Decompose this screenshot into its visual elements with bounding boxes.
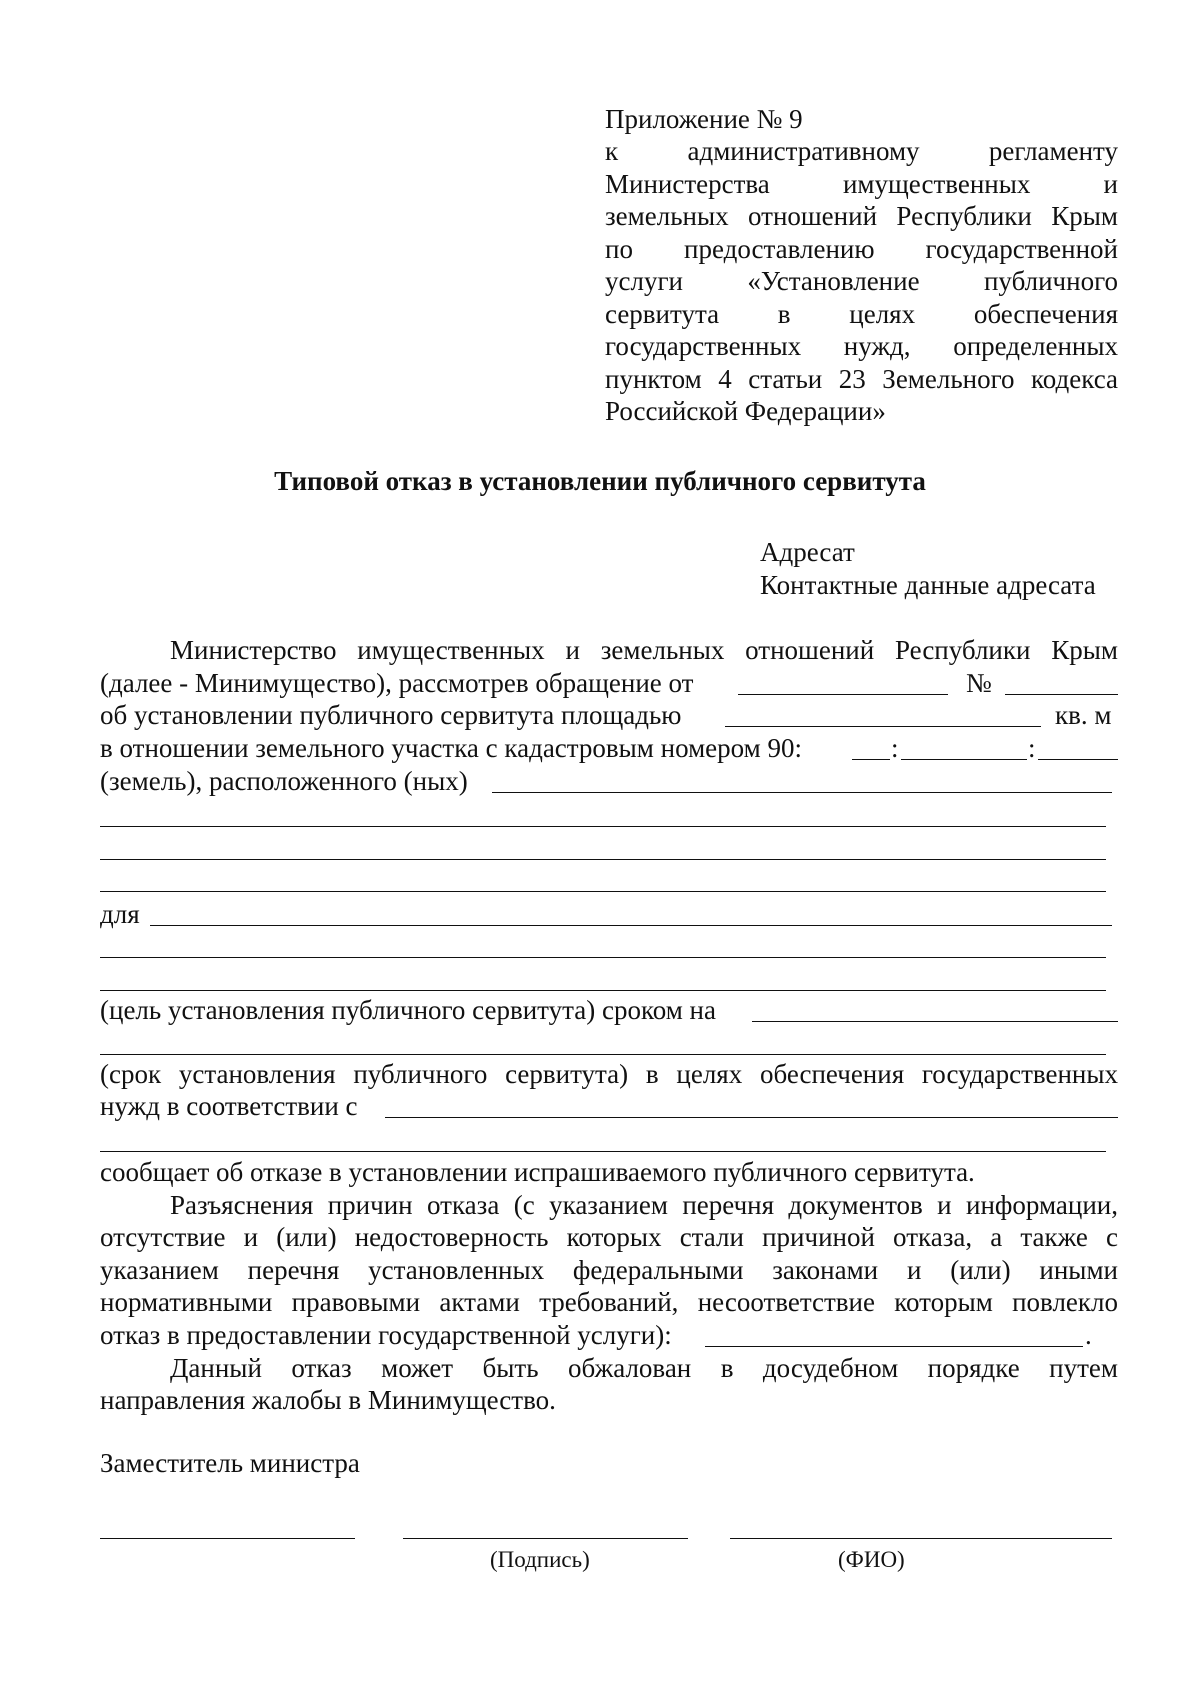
- number-field-line: [1005, 694, 1118, 695]
- for-label: для: [100, 899, 140, 929]
- accordance-label: нужд в соответствии с: [100, 1091, 358, 1121]
- document-heading: Типовой отказ в установлении публичного сервитута: [274, 466, 926, 496]
- accordance-field-line: [385, 1117, 1118, 1118]
- name-label: (ФИО): [838, 1547, 905, 1572]
- reasons-line: отказ в предоставлении государственной услуги):: [100, 1320, 672, 1350]
- blank-line: [100, 957, 1106, 958]
- appendix-line: услуги «Установление публичного: [605, 266, 1118, 296]
- body-line: в отношении земельного участка с кадастровым номером 90:: [100, 733, 802, 763]
- cadastral-colon: :: [891, 733, 899, 763]
- blank-line: [100, 891, 1106, 892]
- appendix-title: Приложение № 9: [605, 104, 803, 134]
- body-line: (земель), расположенного (ных): [100, 766, 468, 796]
- reasons-field-line: [705, 1346, 1083, 1347]
- area-unit: кв. м: [1055, 700, 1112, 730]
- body-line: Министерство имущественных и земельных отношений Республики Крым: [170, 635, 1118, 665]
- body-line: (далее - Минимущество), рассмотрев обращение от: [100, 668, 694, 698]
- reasons-line: указанием перечня установленных федеральными законами и (или) иными: [100, 1255, 1118, 1285]
- term-caption: (срок установления публичного сервитута) в целях обеспечения государственных: [100, 1059, 1118, 1089]
- date-field-line: [738, 694, 948, 695]
- appendix-line: к административному регламенту: [605, 136, 1118, 166]
- appeal-line: Данный отказ может быть обжалован в досудебном порядке путем: [170, 1353, 1118, 1383]
- signature-line: [403, 1538, 688, 1539]
- blank-line: [100, 1151, 1106, 1152]
- appendix-line: пунктом 4 статьи 23 Земельного кодекса: [605, 364, 1118, 394]
- body-line: об установлении публичного сервитута площадью: [100, 700, 682, 730]
- appendix-line: по предоставлению государственной: [605, 234, 1118, 264]
- reasons-line: Разъяснения причин отказа (с указанием перечня документов и информации,: [170, 1190, 1118, 1220]
- reasons-end: .: [1085, 1320, 1092, 1350]
- term-field-line: [752, 1021, 1118, 1022]
- purpose-field-line: [150, 925, 1112, 926]
- sign-label: (Подпись): [490, 1547, 590, 1572]
- cadastral-field-line: [852, 759, 890, 760]
- blank-line: [100, 1054, 1106, 1055]
- number-sign: №: [966, 668, 992, 698]
- blank-line: [100, 990, 1106, 991]
- blank-line: [100, 826, 1106, 827]
- appendix-line: Министерства имущественных и: [605, 169, 1118, 199]
- blank-line: [100, 859, 1106, 860]
- refusal-text: сообщает об отказе в установлении испрашиваемого публичного сервитута.: [100, 1157, 975, 1187]
- addressee-name: Адресат: [760, 537, 855, 567]
- appendix-line: сервитута в целях обеспечения: [605, 299, 1118, 329]
- signature-line: [730, 1538, 1112, 1539]
- signatory-position: Заместитель министра: [100, 1448, 360, 1478]
- signature-line: [100, 1538, 355, 1539]
- reasons-line: нормативными правовыми актами требований, несоответствие которым повлекло: [100, 1287, 1118, 1317]
- appeal-line: направления жалобы в Минимущество.: [100, 1385, 556, 1415]
- cadastral-field-line: [901, 759, 1027, 760]
- appendix-line: земельных отношений Республики Крым: [605, 201, 1118, 231]
- purpose-caption: (цель установления публичного сервитута) сроком на: [100, 995, 716, 1025]
- addressee-contacts: Контактные данные адресата: [760, 570, 1096, 600]
- area-field-line: [725, 726, 1041, 727]
- appendix-line: государственных нужд, определенных: [605, 331, 1118, 361]
- cadastral-colon: :: [1028, 733, 1036, 763]
- appendix-line: Российской Федерации»: [605, 396, 886, 426]
- cadastral-field-line: [1038, 759, 1118, 760]
- location-field-line: [492, 792, 1112, 793]
- reasons-line: отсутствие и (или) недостоверность которых стали причиной отказа, а также с: [100, 1222, 1118, 1252]
